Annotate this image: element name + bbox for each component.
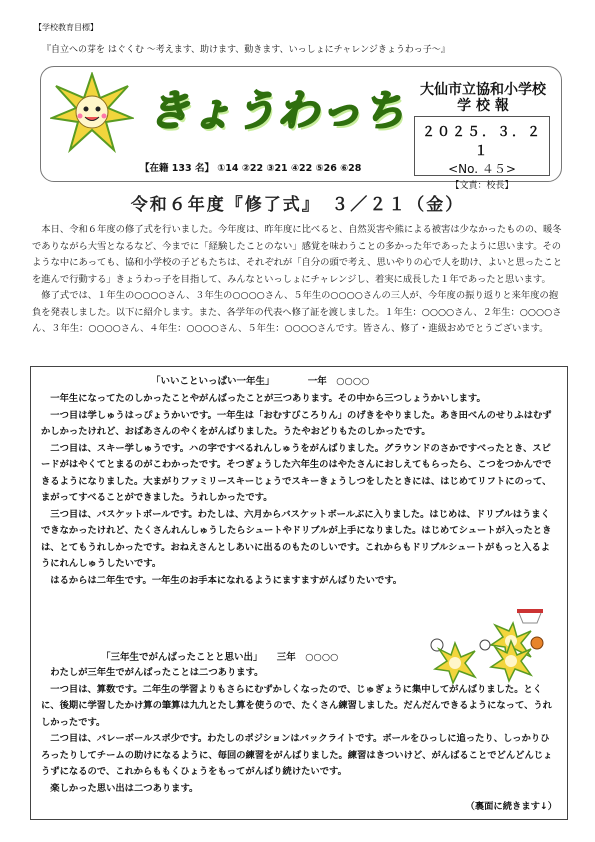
intro-text: [32, 222, 562, 338]
essay2-paragraph: 楽しかった思い出は二つあります。: [50, 782, 199, 794]
page-title: 令和６年度『修了式』 ３／２１（金）: [130, 195, 465, 215]
essay1-paragraph: 一年生になってたのしかったことやがんばったことが三つあります。その中から三つしょうかいします。: [50, 393, 486, 404]
school-name: 大仙市立協和小学校: [420, 82, 546, 98]
school-motto: 『自立への芽を はぐくむ ～考えます、助けます、動きます、いっしょにチャレンジきょうわっ子～』: [42, 45, 450, 55]
enrollment-info: 【在籍 133 名】 ①14 ②22 ③21 ④22 ⑤26 ⑥28: [140, 163, 362, 174]
essay1-title: 「いいこといっぱい一年生」 一年 ○○○○: [151, 376, 370, 387]
essay1-paragraph: 一つ目は学しゅうはっぴょうかいです。一年生は「おむすびころりん」のげきをやりました。あき田べんのせりふはむずかしかったけれど、おばあさんのやくをがんばりました。うたやおどりもたのしかったです。: [41, 409, 552, 437]
essay2-paragraph: わたしが三年生でがんばったことは二つあります。: [50, 667, 264, 678]
essay1-paragraph: 二つ目は、スキー学しゅうです。ハの字ですべるれんしゅうをがんばりました。グラウンドのさかですべったとき、スピードがはやくてとまるのがこわかったです。そつぎょうした六年生のはやたさんにおしえてもらったら、こつをつかんでできるようになりました。大まがりファミリースキーじょうでスキーきょうしつをしたときには、はじめてリフトにのって、まがってすべることができました。うれしかったです。: [41, 442, 552, 503]
issue-number: <No. ４５>: [448, 162, 516, 176]
intro-paragraph: 本日、令和６年度の修了式を行いました。今年度は、昨年度に比べると、自然災害や熊による被害は少なかったものの、暖冬でありながら大雪となるなど、今までに「経験したことのない」感覚を味わうことの多かった年であったように思います。そのような中にあっても、協和小学校の子どもたちは、それぞれが「自分の頭で考え、思いやりの心で人を助け、よいと思ったことを進んで行動する」きょうわっ子を目指して、みんなといっしょにチャレンジし、着実に成長した１年であったと思います。: [32, 224, 563, 285]
issue-info-box: [414, 116, 550, 191]
essay2-title: 「三年生でがんばったことと思い出」 三年 ○○○○: [101, 652, 339, 663]
essay1-body: [41, 391, 557, 589]
issue-author: 【文責：校長】: [450, 181, 514, 191]
issue-date: ２０２５．３．２１: [421, 125, 542, 159]
essay2-paragraph: 二つ目は、バレーボールスポ少です。わたしのポジションはバックライトです。ボールをひっしに追ったり、しっかりひろったりしてチームの助けになるように、毎回の練習をがんばりました。練習はきついけど、がんばることでどんどんじょうずになるので、これからももくひょうをもってがんばり続けたいです。: [41, 733, 553, 777]
school-report-label: 学 校 報: [457, 98, 509, 114]
mascot-icon: [50, 72, 134, 154]
continued-note: （裏面に続きます↓）: [465, 801, 557, 812]
newsletter-logo: きょうわっち: [148, 86, 406, 135]
essay2-paragraph: 一つ目は、算数です。二年生の学習よりもさらにむずかしくなったので、じゅぎょうに集中してがんばりました。とくに、後期に学習したかけ算の筆算は九九とたし算を使うので、たくさん練習しました。だんだんできるようになって、うれしかったです。: [41, 683, 552, 728]
essay2-body: [41, 665, 557, 797]
essay1-paragraph: 三つ目は、バスケットボールです。わたしは、六月からバスケットボールぶに入りました。はじめは、ドリブルはうまくできなかったけれど、たくさんれんしゅうしたらシュートやドリブルが上手になりました。はじめてシュートが入ったときは、とてもうれしかったです。おねえさんとしあいに出るのもたのしいです。これからもドリブルシュートがもっと入るようにれんしゅうしたいです。: [41, 508, 552, 569]
speech-box: [30, 366, 568, 820]
essay1-paragraph: はるからは二年生です。一年生のお手本になれるようにますますがんばりたいです。: [50, 574, 403, 586]
school-goal-tag: 【学校教育目標】: [34, 23, 98, 32]
school-name-block: [408, 82, 558, 114]
intro-paragraph: 修了式では、１年生の○○○○さん、３年生の○○○○さん、５年生の○○○○さんの三人が、今年度の振り返りと来年度の抱負を発表しました。以下に紹介します。また、各学年の代表へ修了証を渡しました。１年生：○○○○さん、２年生：○○○○さん、３年生：○○○○さん、４年生：○○○○さん、５年生：○○○○さんです。皆さん、修了・進級おめでとうございます。: [32, 290, 562, 334]
